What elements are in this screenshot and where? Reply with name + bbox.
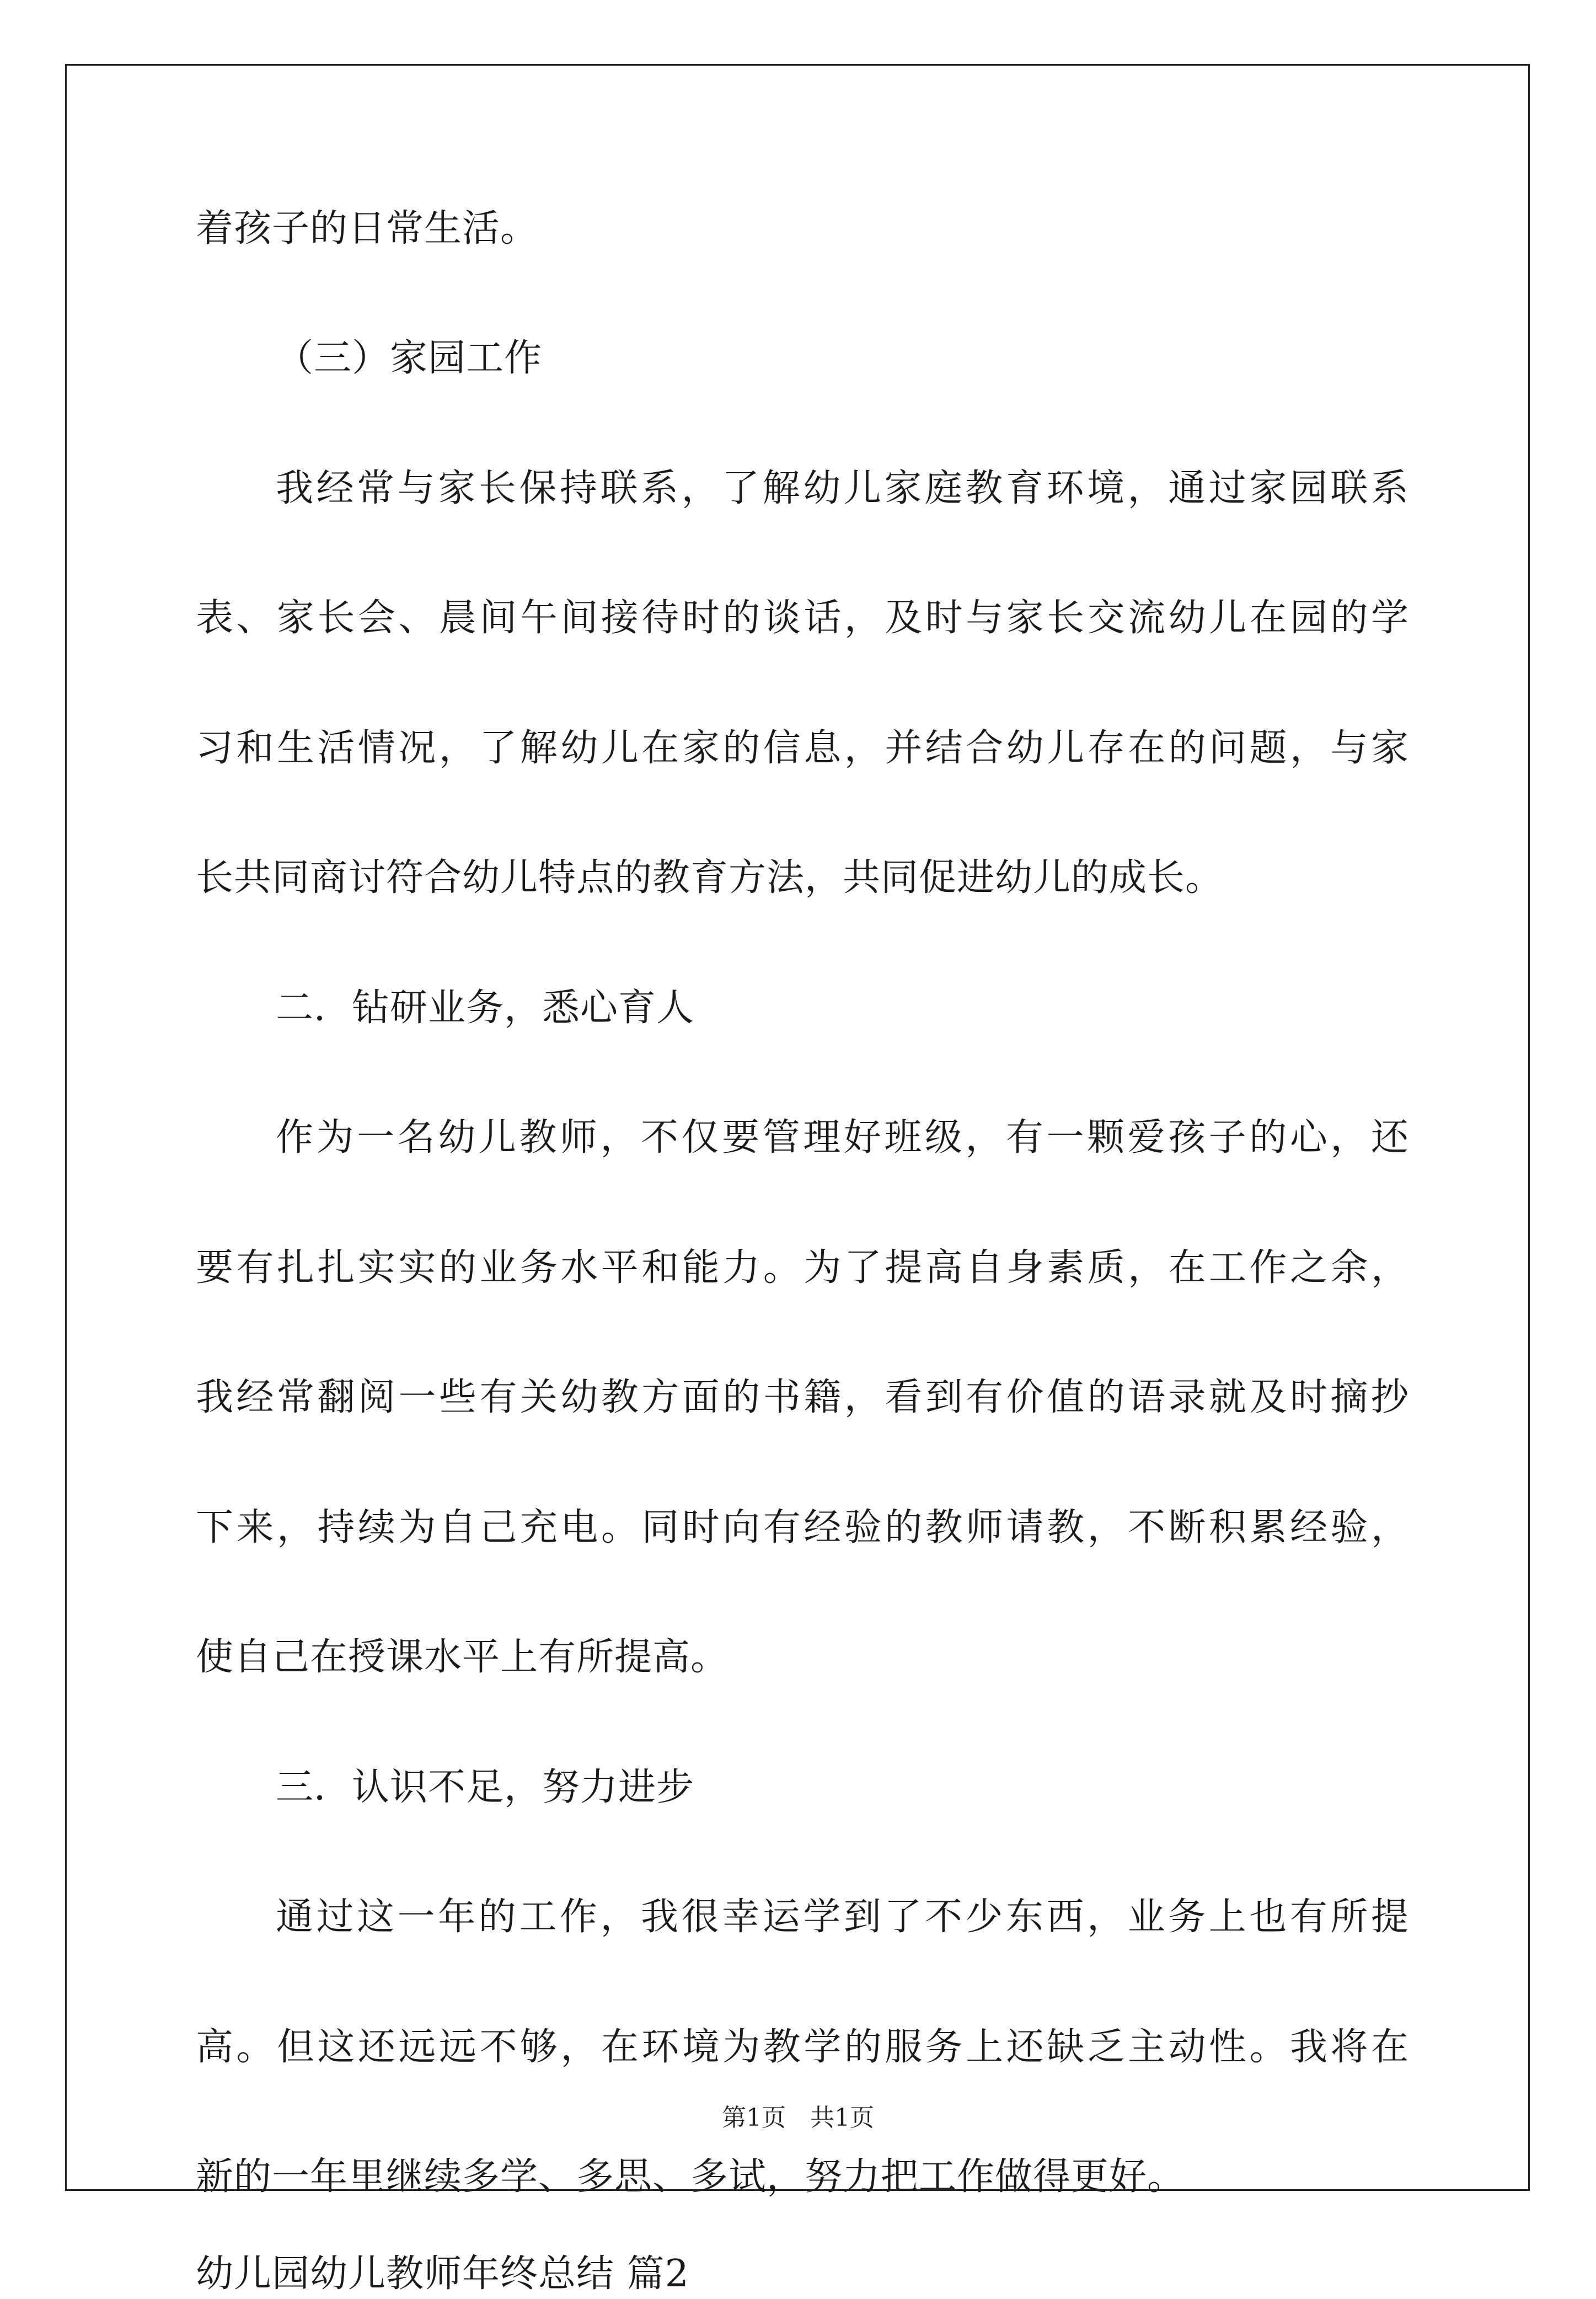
paragraph-line: 通过这一年的工作，我很幸运学到了不少东西，业务上也有所提	[276, 1895, 1409, 1939]
paragraph-line: 我经常与家长保持联系，了解幼儿家庭教育环境，通过家园联系	[276, 467, 1409, 510]
section-heading: （三）家园工作	[276, 336, 543, 380]
section-heading: 三．认识不足，努力进步	[276, 1766, 695, 1809]
paragraph-line: 表、家长会、晨间午间接待时的谈话，及时与家长交流幼儿在园的学	[196, 596, 1409, 640]
paragraph-line: 新的一年里继续多学、多思、多试，努力把工作做得更好。	[196, 2155, 1186, 2199]
section-heading: 二．钻研业务，悉心育人	[276, 986, 695, 1030]
paragraph-line: 着孩子的日常生活。	[196, 207, 539, 250]
page-footer: 第1页 共1页	[722, 2104, 874, 2132]
paragraph-line: 习和生活情况，了解幼儿在家的信息，并结合幼儿存在的问题，与家	[196, 726, 1409, 770]
paragraph-line: 作为一名幼儿教师，不仅要管理好班级，有一颗爱孩子的心，还	[276, 1116, 1409, 1159]
document-title: 幼儿园幼儿教师年终总结 篇2	[196, 2252, 689, 2296]
paragraph-line: 要有扎扎实实的业务水平和能力。为了提高自身素质，在工作之余，	[196, 1246, 1409, 1290]
paragraph-line: 长共同商讨符合幼儿特点的教育方法，共同促进幼儿的成长。	[196, 856, 1224, 900]
paragraph-line: 高。但这还远远不够，在环境为教学的服务上还缺乏主动性。我将在	[196, 2025, 1409, 2069]
paragraph-line: 下来，持续为自己充电。同时向有经验的教师请教，不断积累经验，	[196, 1506, 1409, 1549]
paragraph-line: 我经常翻阅一些有关幼教方面的书籍，看到有价值的语录就及时摘抄	[196, 1376, 1409, 1419]
paragraph-line: 使自己在授课水平上有所提高。	[196, 1635, 729, 1679]
